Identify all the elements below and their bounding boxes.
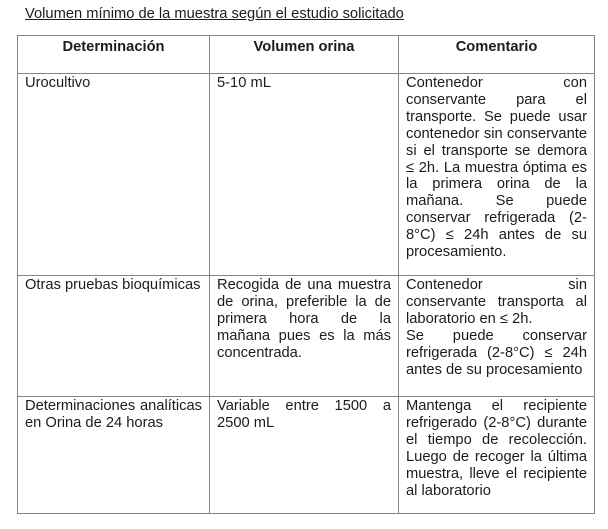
header-determinacion: Determinación [18, 36, 210, 74]
sample-volume-table [17, 35, 595, 514]
cell-volumen: Recogida de una muestra de orina, preferible la de primera hora de la mañana pues es la más concentrada. [210, 276, 399, 397]
comment-paragraph: Mantenga el recipiente refrigerado (2-8°C) durante el tiempo de recolección. Luego de recoger la última muestra, lleve el recipiente al laboratorio [406, 398, 587, 499]
cell-volumen: Variable entre 1500 a 2500 mL [210, 397, 399, 514]
cell-comentario [399, 276, 595, 397]
header-volumen-orina: Volumen orina [210, 36, 399, 74]
table-row-orina-24h [18, 397, 595, 514]
document-title: Volumen mínimo de la muestra según el estudio solicitado [25, 6, 404, 22]
cell-comentario [399, 74, 595, 276]
cell-determinacion: Determinaciones analíticas en Orina de 24 horas [18, 397, 210, 514]
cell-determinacion: Otras pruebas bioquímicas [18, 276, 210, 397]
cell-determinacion: Urocultivo [18, 74, 210, 276]
table-row-urocultivo [18, 74, 595, 276]
cell-comentario [399, 397, 595, 514]
table-row-otras-pruebas [18, 276, 595, 397]
cell-volumen: 5-10 mL [210, 74, 399, 276]
comment-paragraph: Contenedor con conservante para el transporte. Se puede usar contenedor sin conservante si el transporte se demora ≤ 2h. La muestra óptima es la primera orina de la mañana. Se puede conservar refrigerada (2-8°C) ≤ 24h antes de su procesamiento. [406, 75, 587, 261]
comment-paragraph: Contenedor sin conservante transporta al laboratorio en ≤ 2h. [406, 277, 587, 327]
table-header-row [18, 36, 595, 74]
comment-paragraph: Se puede conservar refrigerada (2-8°C) ≤ 24h antes de su procesamiento [406, 327, 587, 378]
header-comentario: Comentario [399, 36, 595, 74]
